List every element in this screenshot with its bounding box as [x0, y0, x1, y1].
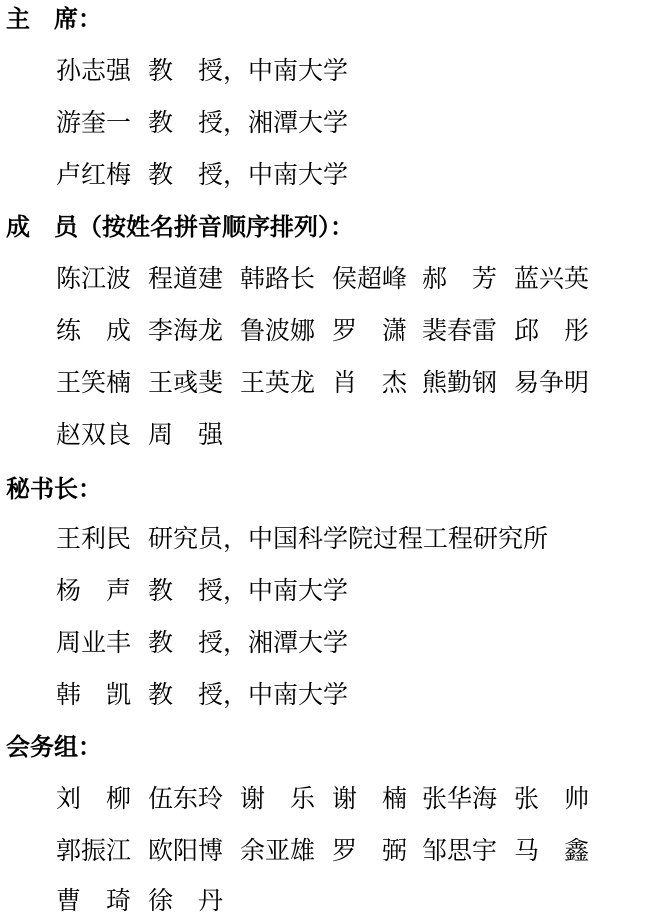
member-name: 罗 潇	[332, 316, 408, 345]
members-row	[56, 316, 589, 346]
member-name: 赵双良	[56, 420, 132, 449]
member-name: 程道建	[148, 264, 224, 293]
member-name: 谢 楠	[332, 784, 408, 813]
member-name: 韩路长	[240, 264, 316, 293]
member-name: 王笑楠	[56, 368, 132, 397]
person-title: 教 授，中南大学	[148, 680, 349, 709]
member-name: 余亚雄	[240, 836, 316, 865]
person-title: 教 授，湘潭大学	[148, 628, 349, 657]
member-name: 刘 柳	[56, 784, 132, 813]
member-name: 裴春雷	[422, 316, 498, 345]
affairs-heading: 会务组：	[6, 732, 102, 761]
secretary-row	[56, 680, 348, 710]
secretary-row	[56, 628, 348, 658]
member-name: 肖 杰	[332, 368, 408, 397]
member-name: 陈江波	[56, 264, 132, 293]
person-name: 卢红梅	[56, 160, 132, 189]
member-name: 曹 琦	[56, 886, 132, 915]
person-name: 游奎一	[56, 108, 132, 137]
members-row	[56, 420, 223, 450]
member-name: 徐 丹	[148, 886, 224, 915]
person-title: 教 授，中南大学	[148, 576, 349, 605]
member-name: 郝 芳	[422, 264, 498, 293]
member-name: 周 强	[148, 420, 224, 449]
members-row	[56, 368, 589, 398]
person-title: 教 授，中南大学	[148, 56, 349, 85]
person-name: 王利民	[56, 524, 132, 553]
affairs-row	[56, 886, 223, 916]
person-title: 教 授，中南大学	[148, 160, 349, 189]
secretary-row	[56, 524, 548, 554]
member-name: 张 帅	[514, 784, 590, 813]
chair-row	[56, 108, 348, 138]
member-name: 易争明	[514, 368, 590, 397]
member-name: 蓝兴英	[514, 264, 590, 293]
member-name: 马 鑫	[514, 836, 590, 865]
chair-row	[56, 160, 348, 190]
member-name: 邹思宇	[422, 836, 498, 865]
member-name: 王彧斐	[148, 368, 224, 397]
person-name: 杨 声	[56, 576, 132, 605]
person-name: 周业丰	[56, 628, 132, 657]
person-name: 孙志强	[56, 56, 132, 85]
members-heading: 成 员（按姓名拼音顺序排列）：	[6, 212, 354, 241]
member-name: 谢 乐	[240, 784, 316, 813]
member-name: 鲁波娜	[240, 316, 316, 345]
secretary-row	[56, 576, 348, 606]
chair-row	[56, 56, 348, 86]
affairs-row	[56, 836, 589, 866]
member-name: 王英龙	[240, 368, 316, 397]
member-name: 郭振江	[56, 836, 132, 865]
affairs-row	[56, 784, 589, 814]
member-name: 罗 弼	[332, 836, 408, 865]
member-name: 邱 彤	[514, 316, 590, 345]
person-title: 教 授，湘潭大学	[148, 108, 349, 137]
member-name: 练 成	[56, 316, 132, 345]
member-name: 熊勤钢	[422, 368, 498, 397]
chair-heading: 主 席：	[6, 4, 102, 33]
member-name: 张华海	[422, 784, 498, 813]
secretary-heading: 秘书长：	[6, 474, 102, 503]
person-name: 韩 凯	[56, 680, 132, 709]
member-name: 李海龙	[148, 316, 224, 345]
person-title: 研究员，中国科学院过程工程研究所	[148, 524, 549, 553]
member-name: 侯超峰	[332, 264, 408, 293]
member-name: 欧阳博	[148, 836, 224, 865]
members-row	[56, 264, 589, 294]
member-name: 伍东玲	[148, 784, 224, 813]
